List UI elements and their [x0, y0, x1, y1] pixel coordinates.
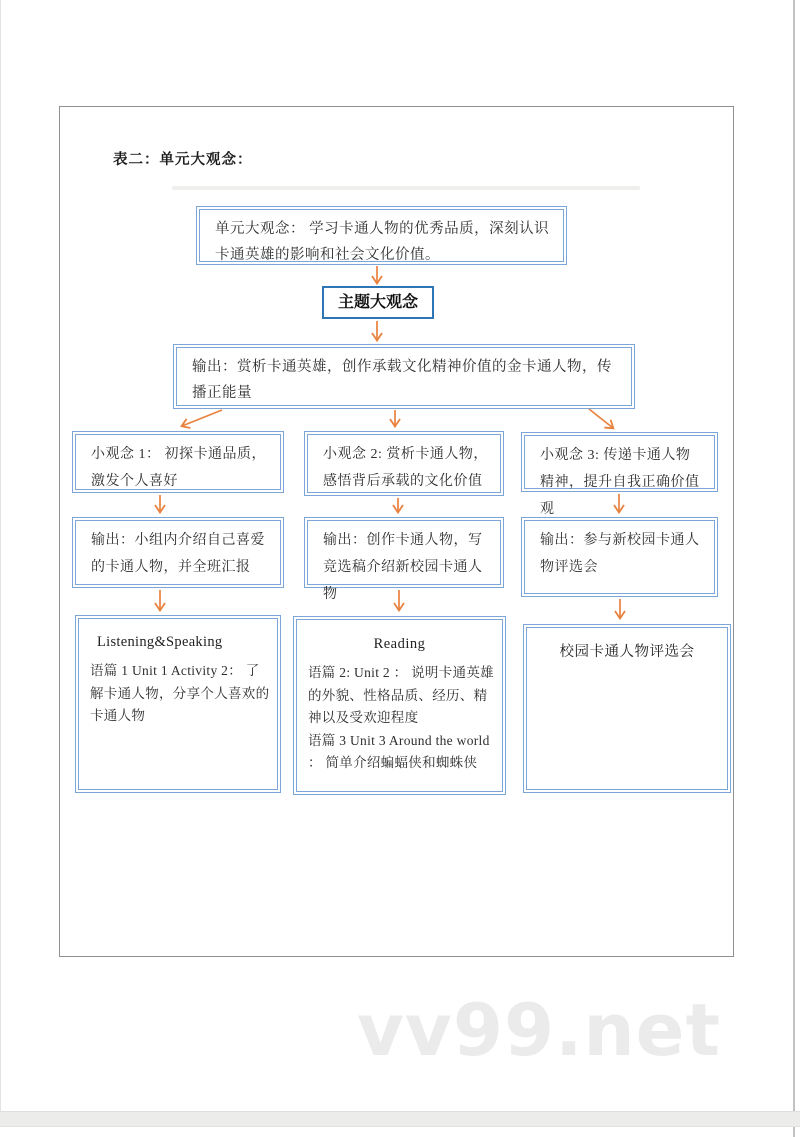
- page-right-edge: [793, 0, 795, 1137]
- activity-contest-box: [523, 624, 731, 793]
- sub-concept-3-text: 小观念 3: 传递卡通人物精神，提升自我正确价值观: [540, 448, 700, 517]
- activity-reading-box: [293, 616, 506, 795]
- activity-listening-speaking-box: [75, 615, 281, 793]
- activity-1-line: 语篇 1 Unit 1 Activity 2： 了解卡通人物，分享个人喜欢的卡通人物: [90, 663, 270, 723]
- output-1-box: [72, 517, 284, 588]
- output-3-box: [521, 517, 718, 597]
- activity-2-title: Reading: [373, 636, 426, 652]
- watermark-text: vv99.net: [357, 988, 721, 1072]
- activity-2-line: 语篇 2: Unit 2 ： 说明卡通英雄的外貌、性格品质、经历、精神以及受欢迎程度: [308, 665, 494, 725]
- output-3-text: 输出：参与新校园卡通人物评选会: [540, 533, 700, 575]
- sub-concept-2-text: 小观念 2: 赏析卡通人物，感悟背后承载的文化价值: [323, 447, 488, 489]
- sub-concept-3-box: [521, 432, 718, 517]
- sub-concept-1-text: 小观念 1： 初探卡通品质，激发个人喜好: [91, 447, 266, 489]
- sub-concept-1-box: [72, 431, 284, 493]
- unit-concept-box: [196, 206, 567, 265]
- page-left-edge: [0, 0, 1, 1112]
- activity-1-title: Listening&Speaking: [97, 634, 223, 650]
- theme-concept-box: [322, 286, 434, 319]
- unit-concept-text: 单元大观念： 学习卡通人物的优秀品质，深刻认识卡通英雄的影响和社会文化价值。: [215, 221, 550, 263]
- page-title: 表二：单元大观念：: [113, 152, 253, 168]
- output-1-text: 输出：小组内介绍自己喜爱的卡通人物，并全班汇报: [91, 533, 265, 575]
- page-break-band: [0, 1111, 800, 1127]
- output-2-text: 输出：创作卡通人物，写竞选稿介绍新校园卡通人物: [323, 533, 483, 602]
- activity-2-line: 语篇 3 Unit 3 Around the world ： 简单介绍蝙蝠侠和蜘蛛侠: [308, 732, 490, 770]
- main-output-box: [173, 344, 635, 409]
- activity-3-title: 校园卡通人物评选会: [559, 644, 695, 660]
- output-2-box: [304, 517, 504, 602]
- main-output-text: 输出：赏析卡通英雄，创作承载文化精神价值的金卡通人物，传播正能量: [192, 359, 612, 401]
- theme-concept-text: 主题大观念: [337, 294, 418, 311]
- sub-concept-2-box: [304, 431, 504, 496]
